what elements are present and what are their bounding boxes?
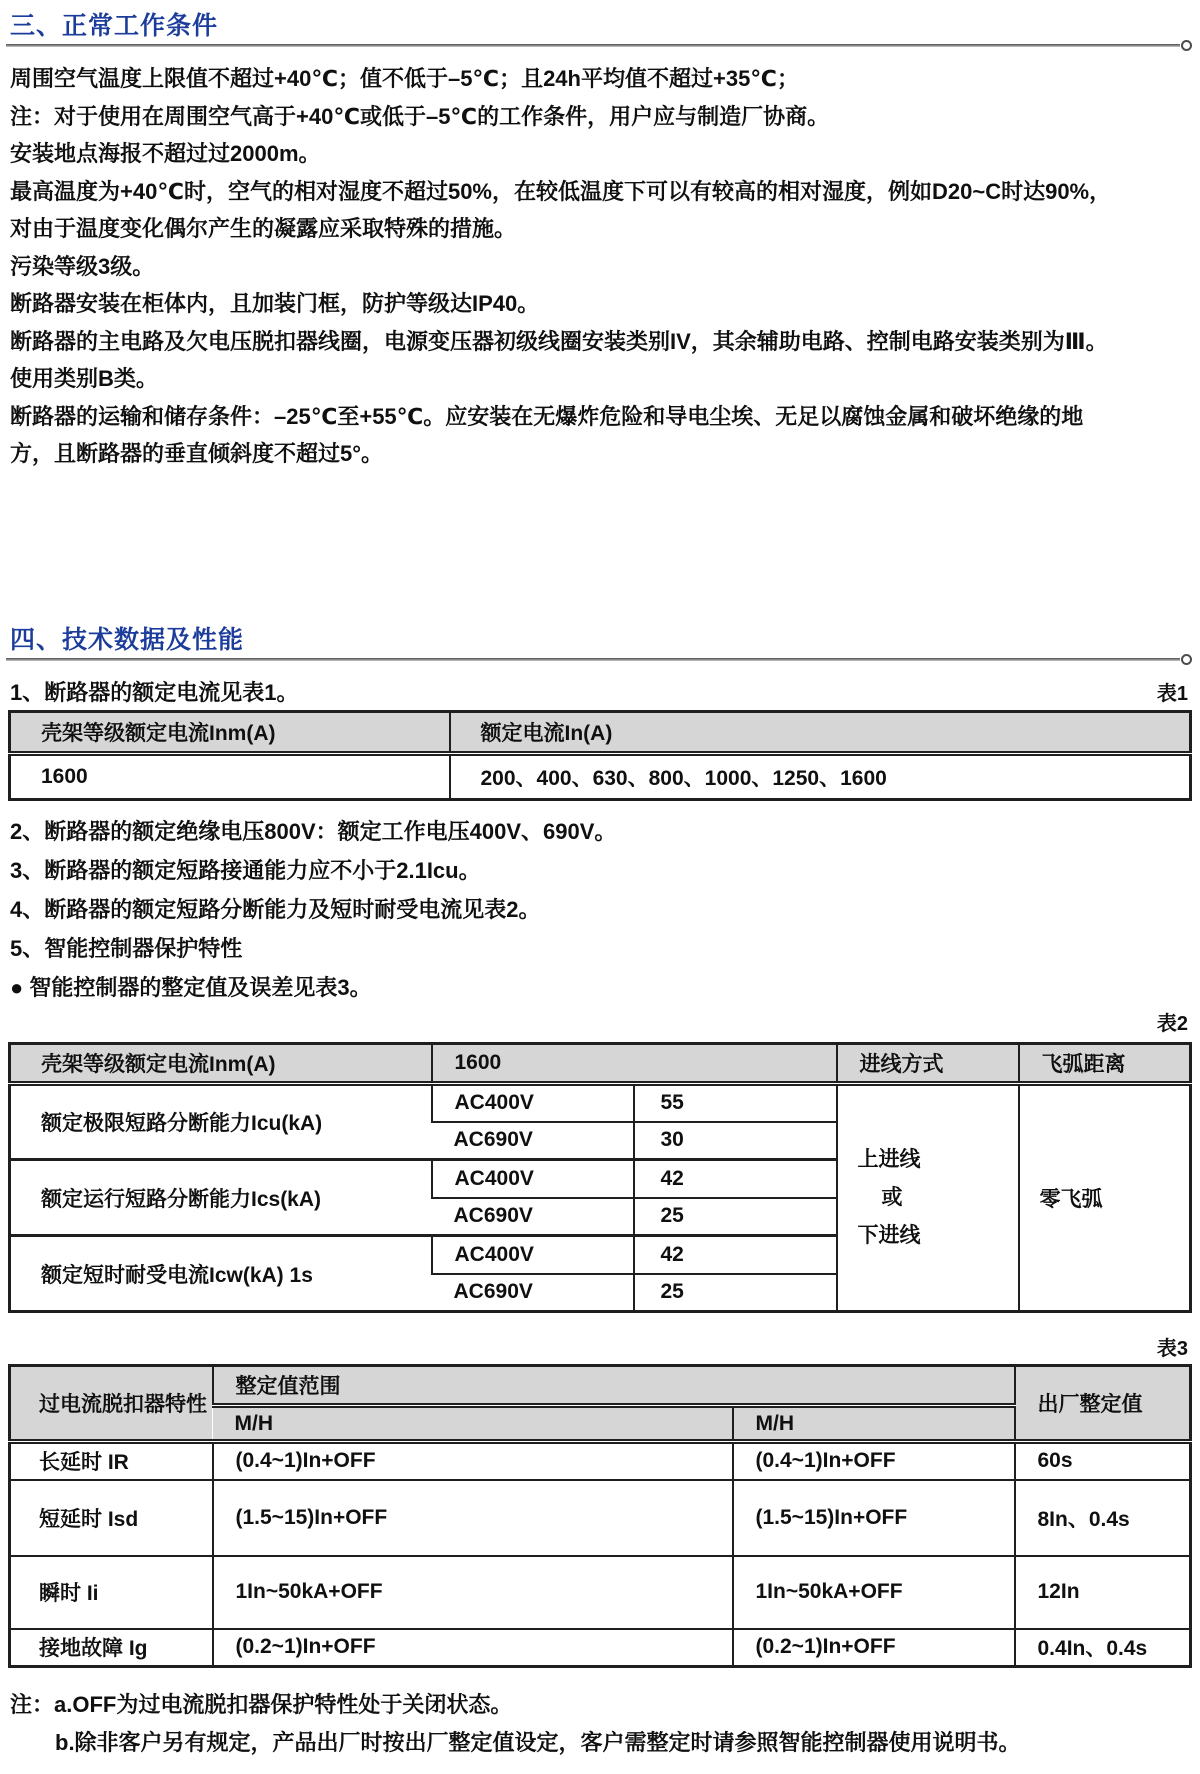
table-row <box>10 1480 1191 1556</box>
section-3-heading: 三、正常工作条件 <box>10 12 219 40</box>
header-cell: 飞弧距离 <box>1019 1044 1191 1084</box>
table-cell: 1600 <box>41 765 88 788</box>
table-cell: 200、400、630、800、1000、1250、1600 <box>450 754 1191 800</box>
row-label: 额定运行短路分断能力Ics(kA) <box>10 1160 432 1236</box>
header-cell: 过电流脱扣器特性 <box>10 1366 213 1442</box>
paragraph-line: 最高温度为+40℃时，空气的相对湿度不超过50%，在较低温度下可以有较高的相对湿度，例如D20~C时达90%， <box>10 178 1112 204</box>
divider-line <box>6 44 1180 47</box>
table-cell: (0.4~1)In+OFF <box>213 1442 733 1480</box>
table-cell: (1.5~15)In+OFF <box>213 1480 733 1556</box>
list-item-2: 2、断路器的额定绝缘电压800V：额定工作电压400V、690V。 <box>10 819 617 844</box>
table-cell: 25 <box>634 1198 837 1236</box>
trip-characteristics-table <box>8 1364 1192 1668</box>
table-2-label: 表2 <box>1156 1013 1188 1035</box>
divider-end-circle-icon <box>1181 40 1192 51</box>
table-cell: 0.4In、0.4s <box>1015 1629 1191 1667</box>
inlet-mode-cell: 上进线 或 下进线 <box>837 1084 1019 1312</box>
breaking-capacity-table <box>8 1042 1192 1313</box>
table-row <box>10 754 1191 800</box>
footnotes <box>10 1686 1190 1762</box>
divider-line <box>6 658 1180 661</box>
table-cell: 42 <box>634 1236 837 1274</box>
table-cell: (0.4~1)In+OFF <box>733 1442 1015 1480</box>
row-label: 短延时 Isd <box>10 1480 213 1556</box>
table-cell: (0.2~1)In+OFF <box>733 1629 1015 1667</box>
table-cell: AC400V <box>432 1160 634 1198</box>
item-1-row <box>10 676 1188 707</box>
header-cell: M/H <box>213 1406 733 1442</box>
table-cell: 55 <box>634 1084 837 1122</box>
bullet-item: ● 智能控制器的整定值及误差见表3。 <box>10 975 372 1000</box>
paragraph-line: 对由于温度变化偶尔产生的凝露应采取特殊的措施。 <box>10 216 517 241</box>
rated-current-table <box>8 710 1192 801</box>
row-label: 额定短时耐受电流Icw(kA) 1s <box>10 1236 432 1312</box>
paragraph-line: 安装地点海报不超过过2000m。 <box>10 141 321 166</box>
table-row <box>10 1556 1191 1629</box>
paragraph-line: 断路器安装在柜体内，且加装门框，防护等级达IP40。 <box>10 291 540 316</box>
header-cell: 出厂整定值 <box>1015 1366 1191 1442</box>
header-cell: 额定电流In(A) <box>450 712 1191 754</box>
table-cell: 25 <box>634 1274 837 1312</box>
row-label: 接地故障 Ig <box>10 1629 213 1667</box>
list-item-5: 5、智能控制器保护特性 <box>10 936 243 961</box>
table-cell: 1In~50kA+OFF <box>213 1556 733 1629</box>
header-cell: 1600 <box>432 1044 837 1084</box>
table-row <box>10 1084 1191 1122</box>
divider-end-circle-icon <box>1181 654 1192 665</box>
row-label: 瞬时 Ii <box>10 1556 213 1629</box>
header-cell: 壳架等级额定电流Inm(A) <box>10 712 450 754</box>
table-cell: 1In~50kA+OFF <box>733 1556 1015 1629</box>
table-row <box>10 1629 1191 1667</box>
note-b: b.除非客户另有规定，产品出厂时按出厂整定值设定，客户需整定时请参照智能控制器使用说明书。 <box>55 1730 1021 1755</box>
header-cell: 进线方式 <box>837 1044 1019 1084</box>
paragraph-line: 周围空气温度上限值不超过+40℃；值不低于–5℃；且24h平均值不超过+35℃； <box>10 66 799 91</box>
table-header-row <box>10 1366 1191 1406</box>
table-cell: 42 <box>634 1160 837 1198</box>
table-row <box>10 1442 1191 1480</box>
paragraph-line: 使用类别B类。 <box>10 366 158 391</box>
paragraph-line: 断路器的主电路及欠电压脱扣器线圈，电源变压器初级线圈安装类别IV，其余辅助电路、控制电路安装类别为Ⅲ。 <box>10 328 1108 354</box>
table-cell: 8In、0.4s <box>1015 1480 1191 1556</box>
list-item-3: 3、断路器的额定短路接通能力应不小于2.1Icu。 <box>10 858 481 883</box>
paragraph-line: 方，且断路器的垂直倾斜度不超过5°。 <box>10 441 384 466</box>
paragraph-line: 注：对于使用在周围空气高于+40℃或低于–5℃的工作条件，用户应与制造厂协商。 <box>10 103 830 129</box>
table-cell: (1.5~15)In+OFF <box>733 1480 1015 1556</box>
section-4-heading: 四、技术数据及性能 <box>10 626 245 654</box>
table-cell: AC690V <box>432 1198 634 1236</box>
table-cell: AC690V <box>432 1274 634 1312</box>
table-cell: AC690V <box>432 1122 634 1160</box>
table-cell: AC400V <box>432 1084 634 1122</box>
table-header-row <box>10 1044 1191 1084</box>
row-label: 长延时 IR <box>39 1451 129 1475</box>
section-4-divider <box>6 658 1192 662</box>
row-label: 额定极限短路分断能力Icu(kA) <box>41 1112 323 1135</box>
table-1-label: 表1 <box>1156 683 1188 705</box>
section-3-body <box>10 60 1190 473</box>
header-cell: 整定值范围 <box>213 1366 1015 1406</box>
section-4-list <box>10 812 1190 1007</box>
header-cell: M/H <box>733 1406 1015 1442</box>
table-cell: AC400V <box>432 1236 634 1274</box>
table-3-label: 表3 <box>1156 1338 1188 1360</box>
table-cell: 30 <box>634 1122 837 1160</box>
list-item-1: 1、断路器的额定电流见表1。 <box>10 680 299 705</box>
table-cell: (0.2~1)In+OFF <box>213 1629 733 1667</box>
header-cell: 壳架等级额定电流Inm(A) <box>10 1044 432 1084</box>
table-header-row <box>10 712 1191 754</box>
paragraph-line: 断路器的运输和储存条件：–25℃至+55℃。应安装在无爆炸危险和导电尘埃、无足以腐蚀金属和破坏绝缘的地 <box>10 403 1084 429</box>
section-3-divider <box>6 44 1192 48</box>
table-cell: 12In <box>1015 1556 1191 1629</box>
arc-distance-cell: 零飞弧 <box>1019 1084 1191 1312</box>
list-item-4: 4、断路器的额定短路分断能力及短时耐受电流见表2。 <box>10 897 541 922</box>
table-cell: 60s <box>1015 1442 1191 1480</box>
note-a: 注：a.OFF为过电流脱扣器保护特性处于关闭状态。 <box>10 1692 513 1717</box>
paragraph-line: 污染等级3级。 <box>10 253 155 279</box>
